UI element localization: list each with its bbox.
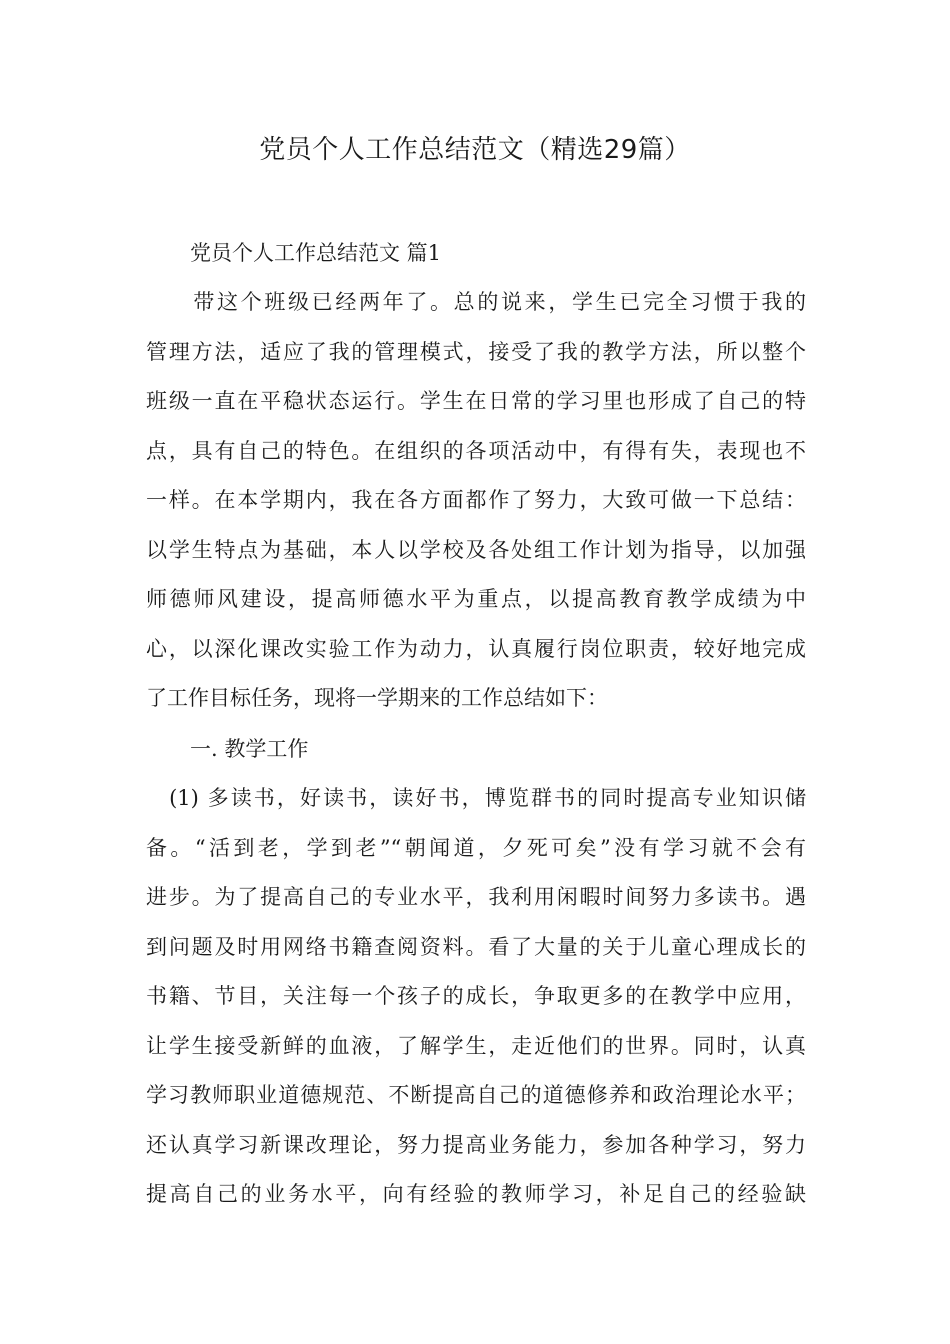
- paragraph-line: 到问题及时用网络书籍查阅资料。看了大量的关于儿童心理成长的: [146, 934, 806, 959]
- subheading-teaching-work: 一. 教学工作: [190, 737, 309, 761]
- paragraph-line: 师德师风建设，提高师德水平为重点，以提高教育教学成绩为中: [146, 587, 806, 611]
- paragraph-line: 书籍、节目，关注每一个孩子的成长，争取更多的在教学中应用，: [146, 984, 806, 1008]
- paragraph-line: (1) 多读书，好读书，读好书，博览群书的同时提高专业知识储: [146, 786, 806, 810]
- paragraph-line: 以学生特点为基础，本人以学校及各处组工作计划为指导，以加强: [146, 537, 806, 562]
- paragraph-line: 备。“活到老，学到老”“朝闻道，夕死可矣”没有学习就不会有: [146, 835, 806, 860]
- paragraph-line: 点，具有自己的特色。在组织的各项活动中，有得有失，表现也不: [146, 438, 806, 463]
- paragraph-line: 学习教师职业道德规范、不断提高自己的道德修养和政治理论水平；: [146, 1083, 806, 1107]
- paragraph-line: 进步。为了提高自己的专业水平，我利用闲暇时间努力多读书。遇: [146, 885, 806, 909]
- paragraph-line: 还认真学习新课改理论，努力提高业务能力，参加各种学习，努力: [146, 1132, 806, 1157]
- paragraph-2: [146, 774, 806, 1220]
- paragraph-line: 一样。在本学期内，我在各方面都作了努力，大致可做一下总结：: [146, 488, 806, 512]
- paragraph-1: [146, 278, 806, 724]
- paragraph-line: 管理方法，适应了我的管理模式，接受了我的教学方法，所以整个: [146, 339, 806, 364]
- paragraph-line: 带这个班级已经两年了。总的说来，学生已完全习惯于我的: [146, 290, 806, 314]
- document-title: 党员个人工作总结范文（精选29篇）: [259, 135, 691, 165]
- paragraph-line: 心，以深化课改实验工作为动力，认真履行岗位职责，较好地完成: [146, 636, 806, 661]
- paragraph-line: 让学生接受新鲜的血液，了解学生，走近他们的世界。同时，认真: [146, 1033, 806, 1058]
- section-heading: 党员个人工作总结范文 篇1: [190, 241, 442, 265]
- paragraph-line: 班级一直在平稳状态运行。学生在日常的学习里也形成了自己的特: [146, 389, 806, 413]
- paragraph-line: 了工作目标任务，现将一学期来的工作总结如下：: [146, 686, 608, 710]
- paragraph-line: 提高自己的业务水平，向有经验的教师学习，补足自己的经验缺: [146, 1182, 806, 1206]
